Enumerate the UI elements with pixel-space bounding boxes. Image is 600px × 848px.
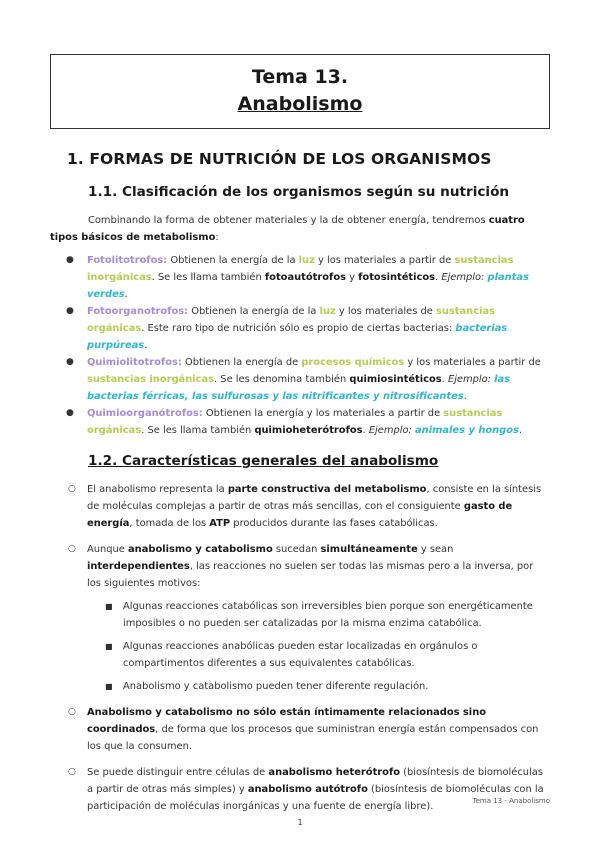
intro-paragraph: Combinando la forma de obtener materiales y la de obtener energía, tendremos cuatro tipos básicos de metabolismo: (50, 215, 525, 243)
title-box (50, 54, 550, 129)
reasons-list (87, 598, 550, 695)
square-bullet-icon: ■ (105, 642, 113, 651)
section-1-2-heading: 1.2. Características generales del anabolismo (88, 453, 439, 469)
list-item: ■ Algunas reacciones anabólicas pueden estar localizadas en orgánulos o compartimentos diferentes a sus equivalentes catabólicas. (50, 638, 550, 672)
list-item: ○ El anabolismo representa la parte constructiva del metabolismo, consiste en la síntesis de moléculas complejas a partir de otras más sencillas, con el consiguiente gasto de energía, tomada de los ATP producidos durante las fases catabólicas. (50, 481, 550, 532)
nutrition-types-list (50, 252, 550, 439)
bullet-dot-icon: ● (66, 357, 74, 367)
list-item: ○ Anabolismo y catabolismo no sólo están íntimamente relacionados sino coordinados, de forma que los procesos que suministran energía están compensados con los que la consumen. (50, 704, 550, 755)
section-1-heading: 1. FORMAS DE NUTRICIÓN DE LOS ORGANISMOS (67, 150, 492, 168)
list-item: ■ Anabolismo y catabolismo pueden tener diferente regulación. (50, 678, 550, 695)
circle-bullet-icon: ○ (68, 544, 76, 554)
circle-bullet-icon: ○ (68, 707, 76, 717)
circle-bullet-icon: ○ (68, 484, 76, 494)
list-item: ● Fotolitotrofos: Obtienen la energía de la luz y los materiales a partir de sustancias inorgánicas. Se les llama también fotoautótrofos y fotosintéticos. Ejemplo: plantas verdes. (50, 252, 550, 303)
list-item: ○ Aunque anabolismo y catabolismo sucedan simultáneamente y sean interdependientes, las reacciones no suelen ser todas las mismas pero a la inversa, por los siguientes motivos: ■ Algunas reacciones catabólicas son irreversibles bien porque son energéticamente imposibles o no pueden ser catalizadas por la misma enzima catabólica. ■ Algunas reacciones anabólicas pueden estar localizadas en orgánulos o compartimentos diferentes a sus equivalentes catabólicas. ■ Anabolismo y catabolismo pueden tener diferente regulación. (50, 541, 550, 695)
list-item: ● Quimiolitotrofos: Obtienen la energía de procesos químicos y los materiales a partir de sustancias inorgánicas. Se les denomina también quimiosintéticos. Ejemplo: las bacterias férricas, las sulfurosas y las nitrificantes y nitrosificantes. (50, 354, 550, 405)
square-bullet-icon: ■ (105, 682, 113, 691)
list-item: ● Quimioorganótrofos: Obtienen la energía y los materiales a partir de sustancias orgánicas. Se les llama también quimioheterótrofos. Ejemplo: animales y hongos. (50, 405, 550, 439)
bullet-dot-icon: ● (66, 408, 74, 418)
section-1-1-heading: 1.1. Clasificación de los organismos según su nutrición (88, 184, 510, 200)
list-item: ○ Se puede distinguir entre células de anabolismo heterótrofo (biosíntesis de biomoléculas a partir de otras más simples) y anabolismo autótrofo (biosíntesis de biomoléculas con la participación de moléculas inorgánicas y una fuente de energía libre). (50, 764, 550, 815)
circle-bullet-icon: ○ (68, 767, 76, 777)
page-number: 1 (297, 818, 303, 827)
list-item: ● Fotoorganotrofos: Obtienen la energía de la luz y los materiales de sustancias orgánicas. Este raro tipo de nutrición sólo es propio de ciertas bacterias: bacterias purpúreas. (50, 303, 550, 354)
list-item: ■ Algunas reacciones catabólicas son irreversibles bien porque son energéticamente imposibles o no pueden ser catalizadas por la misma enzima catabólica. (50, 598, 550, 632)
running-footer: Tema 13 - Anabolismo (472, 797, 550, 805)
bullet-dot-icon: ● (66, 255, 74, 265)
title-subject: Anabolismo (237, 93, 363, 115)
bullet-dot-icon: ● (66, 306, 74, 316)
square-bullet-icon: ■ (105, 602, 113, 611)
title-topic: Tema 13. (251, 66, 349, 88)
anabolism-characteristics-list (50, 481, 550, 824)
